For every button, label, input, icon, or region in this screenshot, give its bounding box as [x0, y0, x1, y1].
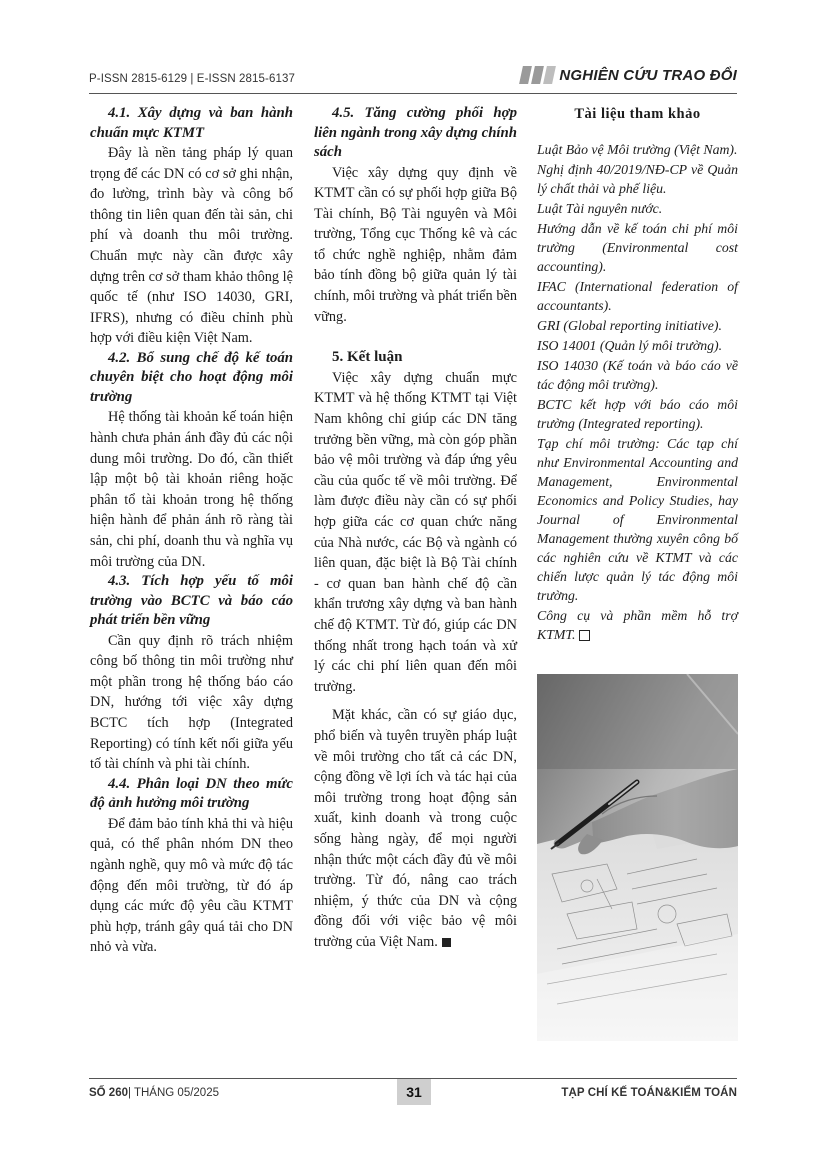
heading-4-4: 4.4. Phân loại DN theo mức độ ảnh hưởng môi trường — [90, 775, 293, 812]
issn-line: P-ISSN 2815-6129 | E-ISSN 2815-6137 — [89, 73, 295, 85]
references-title: Tài liệu tham khảo — [574, 106, 701, 122]
heading-4-1: 4.1. Xây dựng và ban hành chuẩn mực KTMT — [90, 105, 293, 141]
issue-number: SỐ 260 — [89, 1087, 128, 1099]
header-rule — [89, 93, 737, 94]
reference-item: BCTC kết hợp với báo cáo môi trường (Integrated reporting). — [537, 396, 738, 431]
paragraph-4-5: Việc xây dựng quy định về KTMT cần có sự phối hợp giữa Bộ Tài chính, Bộ Tài nguyên và Môi trường, Tổng cục Thống kê và các tổ chức nghề nghiệp, nhằm đảm bảo tính đồng bộ giữa quản lý tài chính, môi trường và phát triển bền vững. — [314, 164, 517, 325]
heading-conclusion: 5. Kết luận — [332, 349, 403, 366]
heading-4-2: 4.2. Bổ sung chế độ kế toán chuyên biệt cho hoạt động môi trường — [90, 349, 293, 405]
page-number: 31 — [397, 1079, 431, 1105]
paragraph-conclusion-2-text: Mặt khác, cần có sự giáo dục, phổ biến và tuyên truyền pháp luật về môi trường cho tất cả các DN, cộng đồng về lợi ích và tác hại của môi trường trong hoạt động sản xuất, kinh doanh và trong cuộc sống hàng ngày, để mọi người nhận thức một cách đầy đủ về môi trường. Từ đó, nâng cao trách nhiệm, ý thức của DN và cộng đồng đối với việc bảo vệ môi trường của Việt Nam. — [314, 707, 517, 950]
issue-info — [89, 1087, 219, 1099]
paragraph-4-3: Cần quy định rõ trách nhiệm công bố thông tin môi trường như một phần trong hệ thống báo cáo DN, hướng tới việc xây dựng BCTC tích hợp (Integrated Reporting) có tính kết nối giữa yếu tố tài chính và phi tài chính. — [90, 632, 293, 773]
paragraph-4-1: Đây là nền tảng pháp lý quan trọng để các DN có cơ sở ghi nhận, đo lường, trình bày và công bố thông tin liên quan đến tài sản, chi phí và doanh thu môi trường. Chuẩn mực này cần được xây dựng trên cơ sở tham khảo thông lệ quốc tế (như ISO 14030, GRI, IFRS), nhưng có điều chỉnh phù hợp với điều kiện Việt Nam. — [90, 145, 293, 347]
column-2 — [314, 104, 517, 952]
header-bars-decoration — [521, 66, 554, 84]
section-title: NGHIÊN CỨU TRAO ĐỔI — [559, 66, 737, 84]
reference-item — [537, 606, 738, 644]
reference-item: Tạp chí môi trường: Các tạp chí như Environmental Accounting and Management, Environmental Economics and Policy Studies, hay Journal of Environmental Management thường xuyên công bố các nghiên cứu về KTMT và các chiến lược quản lý tác động môi trường. — [537, 435, 738, 603]
issue-date: | THÁNG 05/2025 — [128, 1087, 219, 1099]
hand-writing-photo — [537, 674, 738, 1041]
heading-4-5: 4.5. Tăng cường phối hợp liên ngành trong xây dựng chính sách — [314, 105, 517, 160]
paragraph-4-4: Để đảm bảo tính khả thi và hiệu quả, có thể phân nhóm DN theo ngành nghề, quy mô và mức độ tác động đến môi trường, từ đó áp dụng các mức độ yêu cầu KTMT phù hợp, tránh gây quá tải cho DN nhỏ và vừa. — [90, 815, 293, 956]
end-box-icon — [579, 630, 590, 641]
reference-item: Hướng dẫn về kế toán chi phí môi trường (Environmental cost accounting). — [537, 220, 738, 274]
reference-item: Luật Tài nguyên nước. — [537, 200, 663, 216]
column-1 — [90, 104, 293, 958]
paragraph-4-2: Hệ thống tài khoản kế toán hiện hành chưa phản ánh đầy đủ các nội dung môi trường. Do đó, cần thiết lập một bộ tài khoản riêng hoặc phân tổ tài khoản trong hệ thống hiện hành để phản ánh rõ ràng tài sản, chi phí, doanh thu và nghĩa vụ môi trường của DN. — [90, 409, 293, 570]
reference-item: ISO 14030 (Kế toán và báo cáo về tác động môi trường). — [537, 357, 738, 392]
end-square-icon — [442, 938, 451, 947]
reference-item: GRI (Global reporting initiative). — [537, 317, 722, 333]
reference-item-text: Công cụ và phần mềm hỗ trợ KTMT. — [537, 607, 738, 642]
heading-4-3: 4.3. Tích hợp yếu tố môi trường vào BCTC và báo cáo phát triển bền vững — [90, 573, 293, 629]
journal-name: TẠP CHÍ KẾ TOÁN&KIỂM TOÁN — [561, 1087, 737, 1099]
paragraph-conclusion-2 — [314, 705, 517, 952]
reference-item: Nghị định 40/2019/NĐ-CP về Quản lý chất thải và phế liệu. — [537, 161, 738, 196]
reference-item: ISO 14001 (Quản lý môi trường). — [537, 337, 723, 353]
reference-item: IFAC (International federation of accountants). — [537, 278, 738, 313]
references-column — [537, 104, 738, 645]
paragraph-conclusion-1: Việc xây dựng chuẩn mực KTMT và hệ thống KTMT tại Việt Nam không chỉ giúp các DN tăng trưởng bền vững, mà còn góp phần bảo vệ môi trường và đáp ứng yêu cầu của quốc tế về môi trường. Để làm được điều này cần có sự phối hợp giữa các cơ quan chức năng của Nhà nước, các Bộ và ngành có liên quan, đặc biệt là Bộ Tài chính - cơ quan ban hành chế độ cần khẩn trương xây dựng và ban hành chế độ KTMT. Từ đó, giúp các DN thống nhất trong hạch toán và xử lý các chi phí liên quan đến môi trường. — [314, 369, 517, 695]
reference-item: Luật Bảo vệ Môi trường (Việt Nam). — [537, 141, 738, 157]
section-header — [521, 66, 737, 84]
